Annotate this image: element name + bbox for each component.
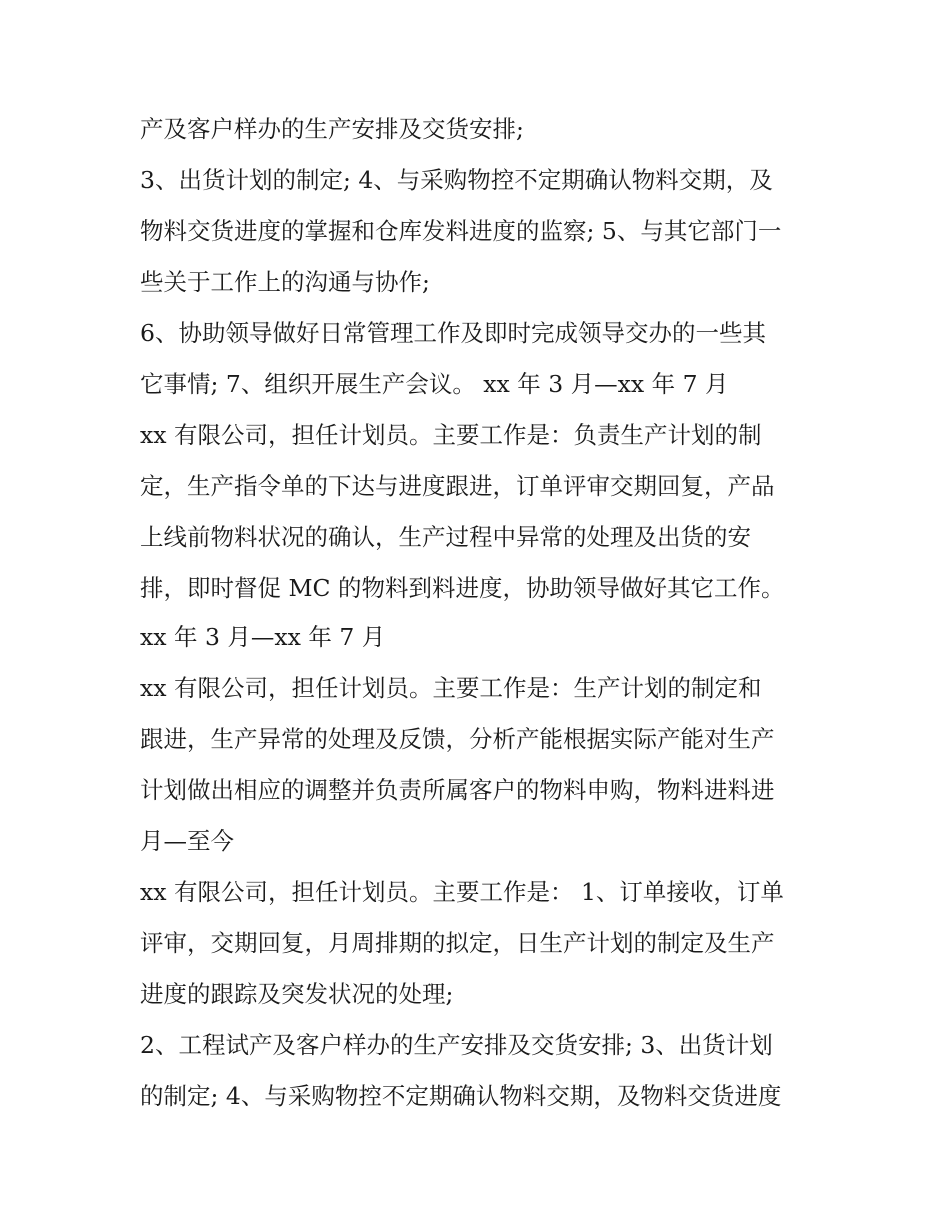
text-line: 跟进，生产异常的处理及反馈，分析产能根据实际产能对生产 <box>140 725 775 753</box>
text-line: 排，即时督促 MC 的物料到料进度，协助领导做好其它工作。 <box>140 574 785 602</box>
text-line: xx 有限公司，担任计划员。主要工作是：负责生产计划的制 <box>140 421 762 449</box>
text-line: 上线前物料状况的确认，生产过程中异常的处理及出货的安 <box>140 523 751 551</box>
text-line: 6、协助领导做好日常管理工作及即时完成领导交办的一些其 <box>140 319 766 347</box>
text-line: 它事情; 7、组织开展生产会议。 xx 年 3 月—xx 年 7 月 <box>140 370 729 398</box>
text-line: 产及客户样办的生产安排及交货安排; <box>140 115 524 143</box>
text-line: 计划做出相应的调整并负责所属客户的物料申购，物料进料进 <box>140 776 775 804</box>
text-line: xx 有限公司，担任计划员。主要工作是：生产计划的制定和 <box>140 674 762 702</box>
text-line: 的制定; 4、与采购物控不定期确认物料交期，及物料交货进度 <box>140 1082 782 1110</box>
text-line: 定，生产指令单的下达与进度跟进，订单评审交期回复，产品 <box>140 472 775 500</box>
text-line: xx 年 3 月—xx 年 7 月 <box>140 623 386 651</box>
text-line: 进度的跟踪及突发状况的处理; <box>140 980 454 1008</box>
text-line: 3、出货计划的制定; 4、与采购物控不定期确认物料交期，及 <box>140 166 773 194</box>
text-line: xx 有限公司，担任计划员。主要工作是： 1、订单接收，订单 <box>140 878 784 906</box>
text-line: 物料交货进度的掌握和仓库发料进度的监察; 5、与其它部门一 <box>140 217 782 245</box>
text-line: 些关于工作上的沟通与协作; <box>140 268 430 296</box>
text-line: 评审，交期回复，月周排期的拟定，日生产计划的制定及生产 <box>140 929 775 957</box>
text-line: 2、工程试产及客户样办的生产安排及交货安排; 3、出货计划 <box>140 1031 773 1059</box>
text-line: 月—至今 <box>140 827 234 855</box>
